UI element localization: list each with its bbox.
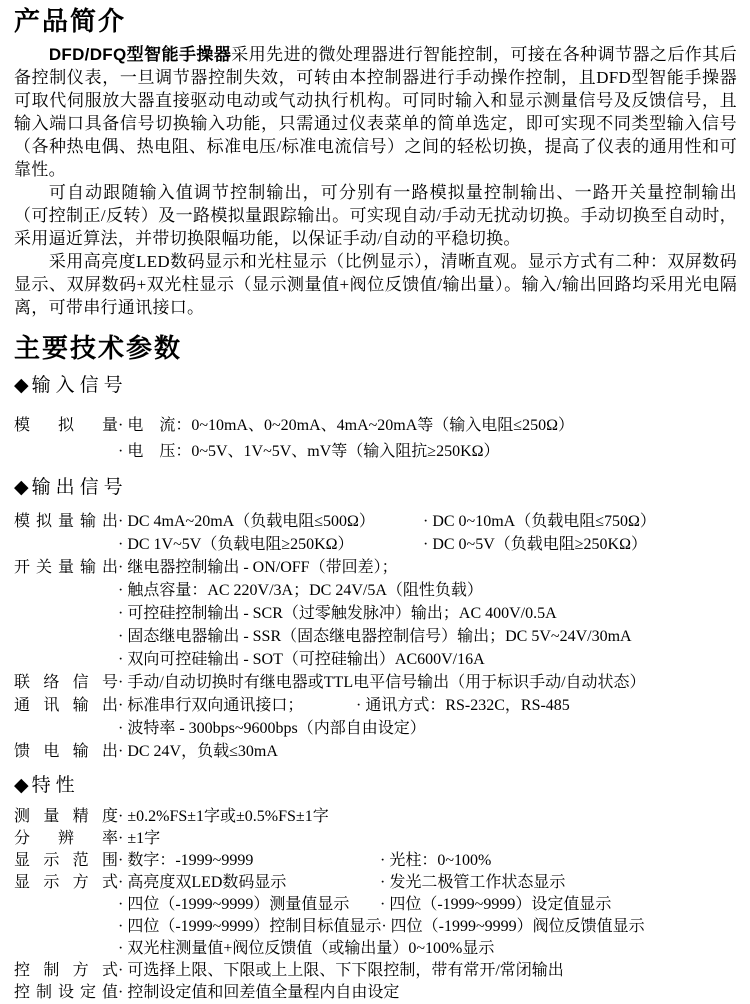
section-header-features: [14, 773, 737, 799]
section-title-features: 特性: [31, 775, 80, 796]
spec-line: [118, 510, 737, 533]
spec-line: [118, 872, 737, 894]
spec-item: · DC 1V~5V（负载电阻≥250KΩ）: [118, 536, 354, 553]
spec-item: · 继电器控制输出 - ON/OFF（带回差）；: [118, 559, 398, 576]
spec-line: [118, 439, 737, 465]
spec-label: 开关量输出: [14, 559, 118, 576]
section-header-input: [14, 373, 737, 399]
spec-line: [118, 533, 737, 556]
intro-paragraph-3: 采用高亮度LED数码显示和光柱显示（比例显示），清晰直观。显示方式有二种：双屏数码显示、双屏数码+双光柱显示（显示测量值+阀位反馈值/输出量）。输入/输出回路均采用光电隔离，可带串行通讯接口。: [14, 252, 737, 317]
spec-item: · 双向可控硅输出 - SOT（可控硅输出）AC600V/16A: [118, 651, 485, 668]
spec-item: · DC 24V，负载≤30mA: [118, 743, 278, 760]
spec-section-features: [14, 806, 737, 1004]
spec-line: [118, 916, 737, 938]
spec-line: [118, 740, 737, 763]
spec-section-input: [14, 413, 737, 465]
spec-label: 控制方式: [14, 962, 118, 979]
intro-paragraph-1-text: 采用先进的微处理器进行智能控制，可接在各种调节器之后作其后备控制仪表，一旦调节器控制失效，可转由本控制器进行手动操作控制，且DFD型智能手操器可取代伺服放大器直接驱动电动或气动执行机构。可同时输入和显示测量信号及反馈信号，且输入端口具备信号切换输入功能，只需通过仪表菜单的简单选定，即可实现不同类型输入信号（各种热电偶、热电阻、标准电压/标准电流信号）之间的轻松切换，提高了仪表的通用性和可靠性。: [14, 45, 737, 179]
spec-label: 控制设定值: [14, 984, 118, 1001]
section-header-output: [14, 475, 737, 501]
spec-line: [118, 717, 737, 740]
spec-item: · 可控硅控制输出 - SCR（过零触发脉冲）输出；AC 400V/0.5A: [118, 605, 557, 622]
spec-line: [118, 579, 737, 602]
spec-line: [118, 556, 737, 579]
section-title-input: 输入信号: [31, 375, 128, 396]
spec-item: · 光柱：0~100%: [380, 852, 492, 869]
spec-line: [118, 648, 737, 671]
spec-row: [14, 556, 737, 671]
spec-item: · DC 0~10mA（负载电阻≤750Ω）: [423, 513, 656, 530]
spec-label: 联络信号: [14, 674, 118, 691]
spec-item: · 触点容量：AC 220V/3A；DC 24V/5A（阻性负载）: [118, 582, 483, 599]
spec-section-output: [14, 510, 737, 763]
spec-line: [118, 625, 737, 648]
spec-item: · 四位（-1999~9999）阀位反馈值显示: [381, 918, 645, 935]
spec-row: [14, 694, 737, 740]
spec-item: · 四位（-1999~9999）设定值显示: [380, 896, 612, 913]
spec-item: · 控制设定值和回差值全量程内自由设定: [118, 984, 400, 1001]
intro-paragraph-1: [14, 43, 737, 181]
intro-paragraph-2: 可自动跟随输入值调节控制输出，可分别有一路模拟量控制输出、一路开关量控制输出（可控制正/反转）及一路模拟量跟踪输出。可实现自动/手动无扰动切换。手动切换至自动时，采用逼近算法，并带切换限幅功能，以保证手动/自动的平稳切换。: [14, 183, 737, 248]
spec-row: [14, 510, 737, 556]
spec-item: · 四位（-1999~9999）测量值显示: [118, 896, 350, 913]
spec-item: · ±1字: [118, 830, 161, 847]
spec-item: · 可选择上限、下限或上上限、下下限控制，带有常开/常闭输出: [118, 962, 564, 979]
diamond-bullet-icon: ◆: [14, 375, 29, 396]
spec-label: 馈电输出: [14, 743, 118, 760]
section-title-output: 输出信号: [31, 477, 128, 498]
spec-row: [14, 828, 737, 850]
spec-item: · DC 0~5V（负载电阻≥250KΩ）: [423, 536, 647, 553]
diamond-bullet-icon: ◆: [14, 775, 29, 796]
page-title-intro: 产品简介: [14, 6, 127, 36]
spec-row: [14, 872, 737, 960]
spec-label: 模拟量: [14, 417, 118, 434]
spec-row: [14, 671, 737, 694]
spec-item: · 高亮度双LED数码显示: [118, 874, 287, 891]
spec-line: [118, 960, 737, 982]
spec-line: [118, 413, 737, 439]
spec-item: · 手动/自动切换时有继电器或TTL电平信号输出（用于标识手动/自动状态）: [118, 674, 646, 691]
spec-label: 模拟量输出: [14, 513, 118, 530]
spec-line: [118, 806, 737, 828]
diamond-bullet-icon: ◆: [14, 477, 29, 498]
spec-line: [118, 850, 737, 872]
spec-label: 测量精度: [14, 808, 118, 825]
spec-row: [14, 960, 737, 982]
spec-row: [14, 850, 737, 872]
spec-item: · 电 流：0~10mA、0~20mA、4mA~20mA等（输入电阻≤250Ω）: [118, 417, 574, 434]
spec-item: · 波特率 - 300bps~9600bps（内部自由设定）: [118, 720, 426, 737]
spec-line: [118, 894, 737, 916]
spec-row: [14, 740, 737, 763]
spec-line: [118, 938, 737, 960]
spec-item: · 发光二极管工作状态显示: [380, 874, 566, 891]
spec-item: · 数字：-1999~9999: [118, 852, 254, 869]
spec-line: [118, 828, 737, 850]
spec-item: · 四位（-1999~9999）控制目标值显示: [118, 918, 382, 935]
spec-row: [14, 806, 737, 828]
spec-line: [118, 671, 737, 694]
spec-line: [118, 602, 737, 625]
spec-item: · 固态继电器输出 - SSR（固态继电器控制信号）输出；DC 5V~24V/30mA: [118, 628, 632, 645]
spec-label: 显示方式: [14, 874, 118, 891]
spec-row: [14, 982, 737, 1004]
spec-item: · 电 压：0~5V、1V~5V、mV等（输入阻抗≥250KΩ）: [118, 443, 500, 460]
intro-lead-bold: DFD/DFQ型智能手操器: [48, 45, 232, 64]
spec-item: · 通讯方式：RS-232C，RS-485: [356, 697, 570, 714]
spec-label: 通讯输出: [14, 697, 118, 714]
spec-line: [118, 982, 737, 1004]
spec-line: [118, 694, 737, 717]
spec-label: 分辨率: [14, 830, 118, 847]
spec-item: · ±0.2%FS±1字或±0.5%FS±1字: [118, 808, 329, 825]
spec-row: [14, 413, 737, 465]
spec-item: · 双光柱测量值+阀位反馈值（或输出量）0~100%显示: [118, 940, 495, 957]
spec-item: · 标准串行双向通讯接口；: [118, 697, 304, 714]
spec-label: 显示范围: [14, 852, 118, 869]
page-title-params: 主要技术参数: [14, 333, 183, 363]
spec-item: · DC 4mA~20mA（负载电阻≤500Ω）: [118, 513, 375, 530]
